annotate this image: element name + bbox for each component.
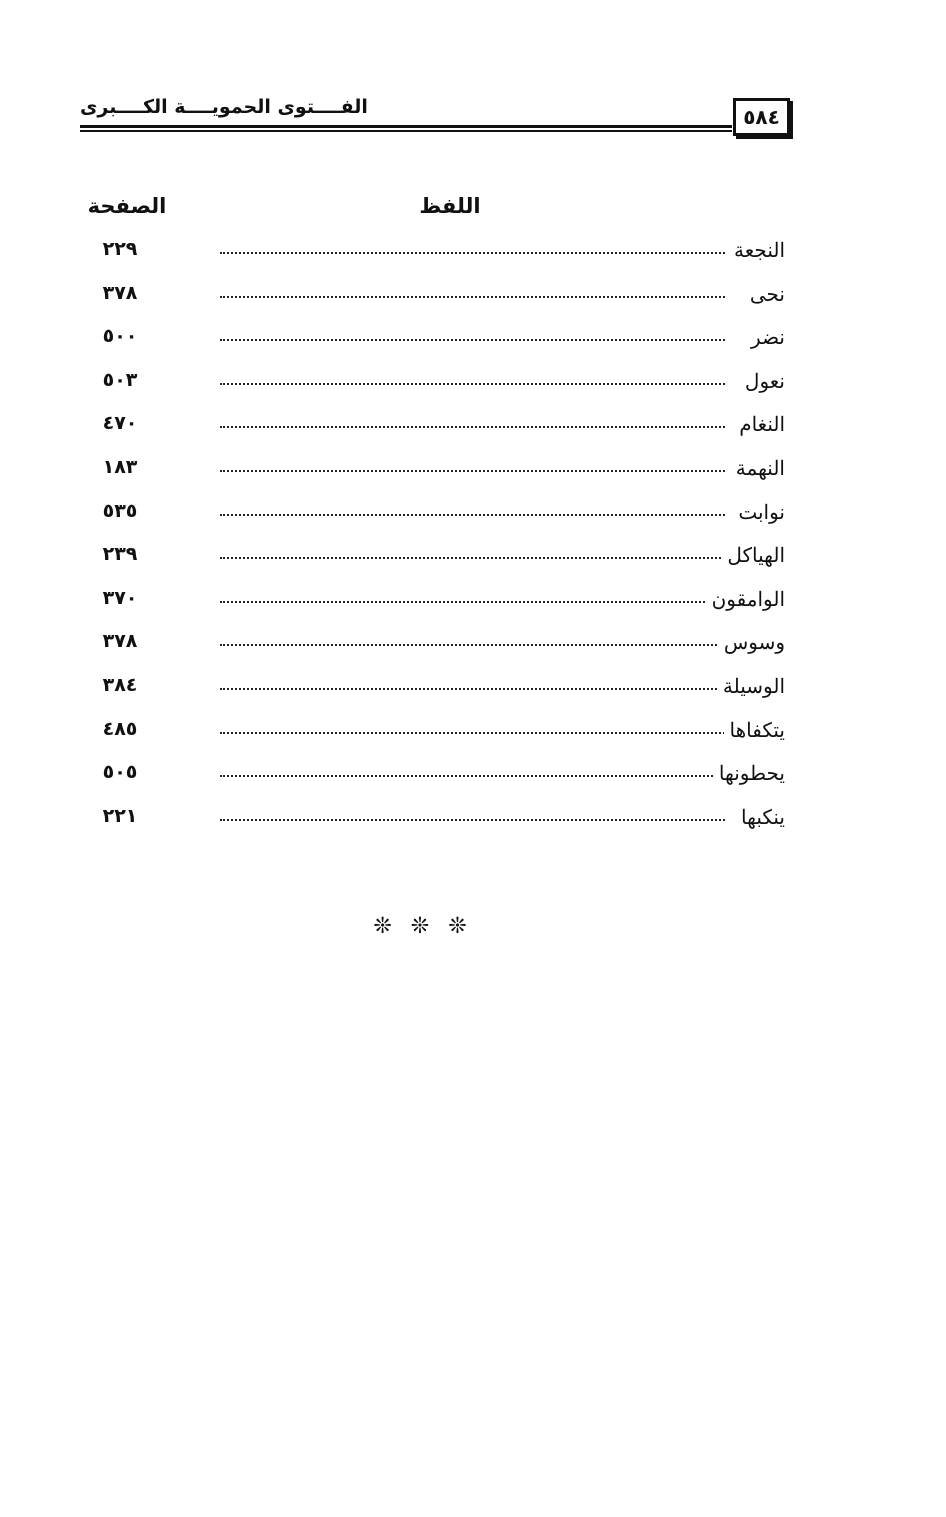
index-row: [80, 369, 785, 413]
entry-page: ٣٧٠: [102, 586, 138, 609]
entry-word: نضر: [745, 325, 785, 349]
entry-word: يتكفاها: [724, 718, 786, 742]
entry-page: ٣٧٨: [102, 630, 138, 653]
leader-dots: [220, 252, 725, 254]
entry-page: ٥٠٥: [102, 761, 138, 784]
page-header: [80, 96, 794, 146]
index-row: [80, 587, 785, 631]
index-row: [80, 761, 785, 805]
entry-page: ٣٨٤: [102, 673, 138, 696]
entry-word: ينكبها: [735, 805, 785, 829]
index-row: [80, 630, 785, 674]
column-header-word: اللفظ: [419, 194, 481, 218]
entry-page: ١٨٣: [102, 455, 138, 478]
index-row: [80, 543, 785, 587]
end-separator: ❊ ❊ ❊: [373, 914, 473, 939]
entry-word: نوابت: [732, 500, 785, 524]
leader-dots: [220, 514, 725, 516]
leader-dots: [220, 296, 725, 298]
entry-word: نعول: [739, 369, 785, 393]
entry-page: ٤٧٠: [102, 412, 138, 435]
leader-dots: [220, 732, 725, 734]
index-row: [80, 238, 785, 282]
entry-page: ٢٢١: [102, 804, 138, 827]
entry-page: ٥٠٣: [102, 368, 138, 391]
entry-page: ٢٣٩: [102, 543, 138, 566]
page-number: ٥٨٤: [733, 98, 790, 136]
entry-page: ٥٠٠: [102, 325, 138, 348]
leader-dots: [220, 339, 725, 341]
column-header-page: الصفحة: [87, 194, 167, 218]
leader-dots: [220, 426, 725, 428]
header-rule-thin: [80, 130, 732, 132]
index-row: [80, 500, 785, 544]
leader-dots: [220, 470, 725, 472]
leader-dots: [220, 775, 725, 777]
leader-dots: [220, 644, 725, 646]
index-row: [80, 805, 785, 849]
entry-word: نحى: [744, 282, 785, 306]
entry-word: الوسيلة: [717, 674, 785, 698]
header-rule-thick: [80, 125, 732, 128]
entry-page: ٥٣٥: [102, 499, 138, 522]
index-row: [80, 718, 785, 762]
index-row: [80, 674, 785, 718]
entry-word: يحطونها: [713, 761, 785, 785]
entry-word: النهمة: [730, 456, 785, 480]
index-row: [80, 325, 785, 369]
index-row: [80, 456, 785, 500]
leader-dots: [220, 688, 725, 690]
entry-word: النجعة: [728, 238, 785, 262]
leader-dots: [220, 383, 725, 385]
index-row: [80, 282, 785, 326]
entry-word: الوامقون: [706, 587, 785, 611]
entry-word: النغام: [733, 412, 785, 436]
leader-dots: [220, 601, 725, 603]
leader-dots: [220, 819, 725, 821]
entry-page: ٢٢٩: [102, 238, 138, 260]
index-row: [80, 412, 785, 456]
entry-page: ٤٨٥: [102, 717, 138, 740]
book-title: الفــــتوى الحمويــــة الكــــبرى: [80, 96, 368, 118]
leader-dots: [220, 557, 725, 559]
entry-word: وسوس: [718, 630, 785, 654]
entry-page: ٣٧٨: [102, 281, 138, 304]
index-list: [80, 238, 785, 848]
entry-word: الهياكل: [721, 543, 785, 567]
